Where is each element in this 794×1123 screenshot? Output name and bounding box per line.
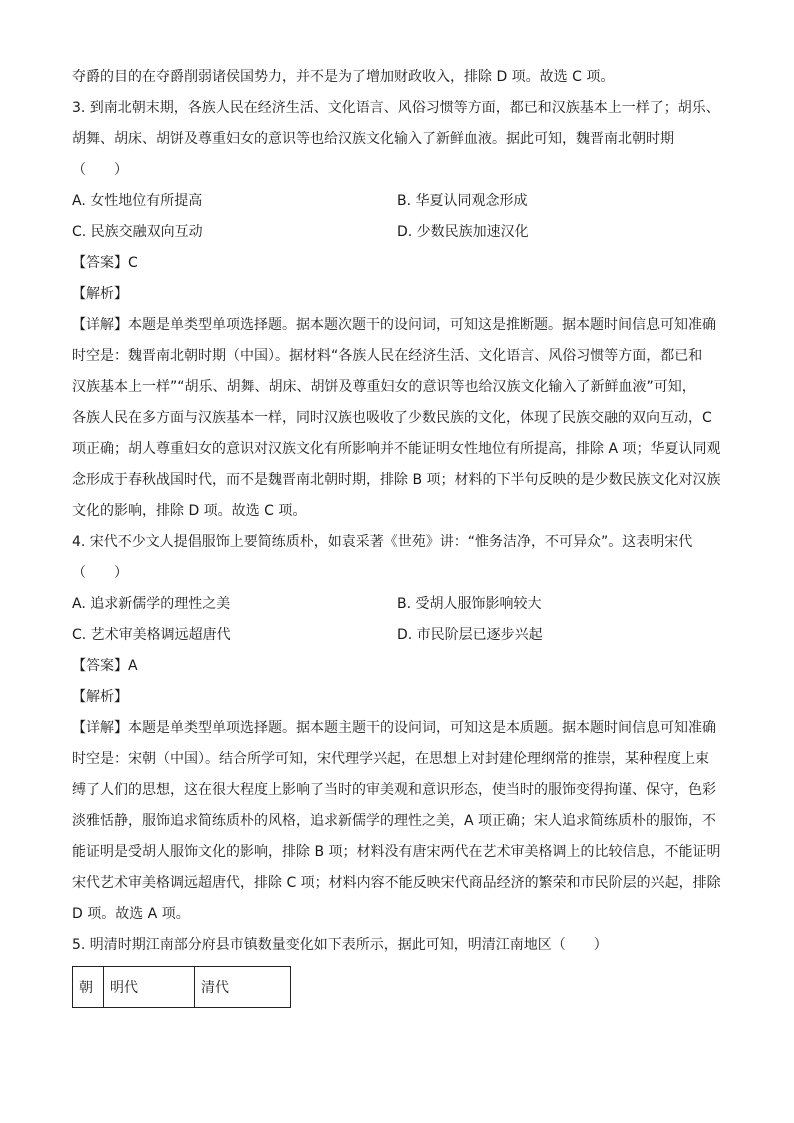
option-d: D. 少数民族加速汉化 — [397, 224, 529, 240]
answer-label: 【答案】A — [72, 658, 138, 674]
explanation-line: 【详解】本题是单类型单项选择题。据本题主题干的设问词，可知这是本质题。据本题时间信息可知准确 — [72, 720, 716, 736]
explanation-line: 汉族基本上一样”“胡乐、胡舞、胡床、胡饼及尊重妇女的意识等也给汉族文化输入了新鲜血液”可知， — [72, 379, 696, 395]
option-c: C. 民族交融双向互动 — [72, 224, 203, 240]
question-3-stem: 胡舞、胡床、胡饼及尊重妇女的意识等也给汉族文化输入了新鲜血液。据此可知，魏晋南北朝时期 — [72, 131, 674, 147]
question-3-blank: （ ） — [72, 162, 128, 178]
explanation-line: 淡雅恬静，服饰追求简练质朴的风格，追求新儒学的理性之美，A 项正确；宋人追求简练质朴的服饰，不 — [72, 813, 717, 829]
option-a: A. 女性地位有所提高 — [72, 193, 203, 209]
explanation-line: 念形成于春秋战国时代，而不是魏晋南北朝时期，排除 B 项；材料的下半句反映的是少数民族文化对汉族 — [72, 472, 721, 488]
option-b: B. 华夏认同观念形成 — [397, 193, 528, 209]
option-d: D. 市民阶层已逐步兴起 — [397, 627, 543, 643]
table-header-row — [73, 967, 291, 1008]
question-3-options — [72, 186, 722, 217]
question-4-stem: 4. 宋代不少文人提倡服饰上要简练质朴，如袁采著《世苑》讲：“惟务洁净，不可异众”。这表明宋代 — [72, 534, 693, 550]
answer-label: 【答案】C — [72, 255, 138, 271]
table-header-cell: 明代 — [104, 967, 195, 1008]
explanation-line: 宋代艺术审美格调远超唐代，排除 C 项；材料内容不能反映宋代商品经济的繁荣和市民阶层的兴起，排除 — [72, 875, 721, 891]
analysis-label: 【解析】 — [72, 286, 128, 302]
option-a: A. 追求新儒学的理性之美 — [72, 596, 231, 612]
question-3-options — [72, 217, 722, 248]
table-header-cell: 朝 — [73, 967, 104, 1008]
question-5-stem: 5. 明清时期江南部分府县市镇数量变化如下表所示，据此可知，明清江南地区（ ） — [72, 937, 608, 953]
document-page — [72, 62, 722, 1008]
explanation-line: 各族人民在多方面与汉族基本一样，同时汉族也吸收了少数民族的文化，体现了民族交融的双向互动，C — [72, 410, 712, 426]
text-line: 夺爵的目的在夺爵削弱诸侯国势力，并不是为了增加财政收入，排除 D 项。故选 C 项。 — [72, 69, 615, 85]
explanation-line: 时空是：宋朝（中国）。结合所学可知，宋代理学兴起，在思想上对封建伦理纲常的推崇，某种程度上束 — [72, 751, 709, 767]
explanation-line: 【详解】本题是单类型单项选择题。据本题次题干的设问词，可知这是推断题。据本题时间信息可知准确 — [72, 317, 716, 333]
question-4-blank: （ ） — [72, 565, 128, 581]
explanation-line: 文化的影响，排除 D 项。故选 C 项。 — [72, 503, 307, 519]
table-header-cell: 清代 — [195, 967, 291, 1008]
explanation-line: 能证明是受胡人服饰文化的影响，排除 B 项；材料没有唐宋两代在艺术审美格调上的比较信息，不能证明 — [72, 844, 721, 860]
question-4-options — [72, 589, 722, 620]
question-4-options — [72, 620, 722, 651]
analysis-label: 【解析】 — [72, 689, 128, 705]
explanation-line: 项正确；胡人尊重妇女的意识对汉族文化有所影响并不能证明女性地位有所提高，排除 A 项；华夏认同观 — [72, 441, 721, 457]
explanation-line: D 项。故选 A 项。 — [72, 906, 190, 922]
option-c: C. 艺术审美格调远超唐代 — [72, 627, 231, 643]
data-table — [72, 966, 291, 1008]
explanation-line: 缚了人们的思想，这在很大程度上影响了当时的审美观和意识形态，使当时的服饰变得拘谨、保守，色彩 — [72, 782, 716, 798]
explanation-line: 时空是：魏晋南北朝时期（中国）。据材料“各族人民在经济生活、文化语言、风俗习惯等方面，都已和 — [72, 348, 703, 364]
question-3-stem: 3. 到南北朝末期，各族人民在经济生活、文化语言、风俗习惯等方面，都已和汉族基本上一样了；胡乐、 — [72, 100, 720, 116]
option-b: B. 受胡人服饰影响较大 — [397, 596, 542, 612]
